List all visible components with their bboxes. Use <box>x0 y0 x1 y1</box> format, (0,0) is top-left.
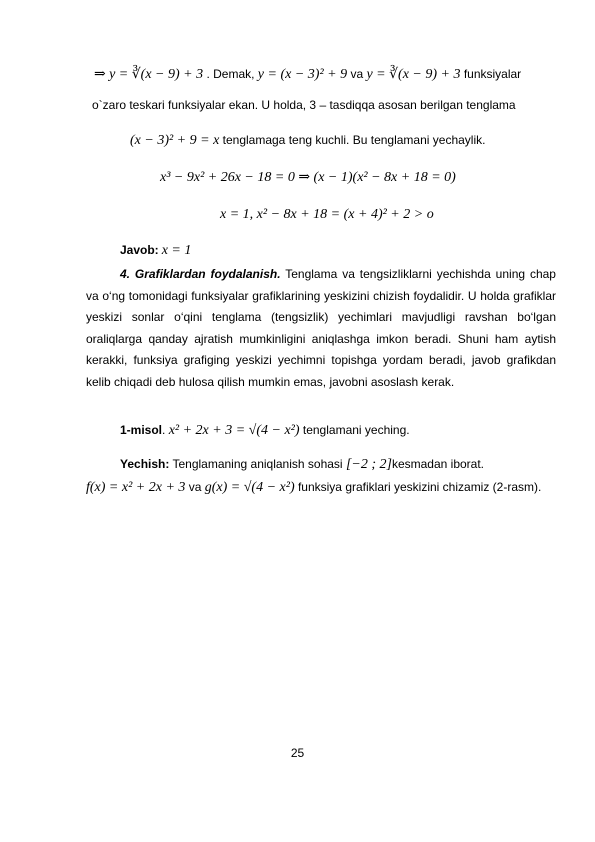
equation-function: y = (x − 3)² + 9 <box>257 67 348 82</box>
solution-text-3: funksiya grafiklari yeskizini chizamiz (2-rasm). <box>294 480 542 494</box>
equation-inverse-a: y = ∛(x − 9) + 3 <box>109 67 204 82</box>
section-4-title: 4. Grafiklardan foydalanish. <box>120 267 281 281</box>
page-number: 25 <box>290 746 305 760</box>
solution-interval: [−2 ; 2] <box>345 457 392 472</box>
intro-line-3 <box>130 132 485 149</box>
implies-arrow: ⇒ <box>94 67 106 82</box>
function-g: g(x) = √(4 − x²) <box>204 480 295 495</box>
example-1-line <box>120 422 410 439</box>
answer-label: Javob: <box>120 243 159 257</box>
example-1-label: 1-misol <box>120 423 163 437</box>
solution-paragraph <box>86 453 556 499</box>
answer-line <box>120 242 191 259</box>
solution-text-1: Tenglamaning aniqlanish sohasi <box>169 457 346 471</box>
example-1-dot: . <box>162 423 169 437</box>
equation-equivalent: (x − 3)² + 9 = x <box>130 133 220 148</box>
section-4-text: Tenglama va tengsizliklarni yechishda uning chap va o‘ng tomonidagi funksiyalar grafiklarining yeskizini chizish foydalidir. U holda grafiklar yeskizi sonlar o‘qini tenglama (tengsizlik) yechimlari mavjudligi ravshan bo‘lgan oraliqlarga qanday ajratish mumkinligini aniqlashga imkon beradi. Shuni ham aytish kerakki, funksiya grafiging yeskizi yechimni topishga yordam beradi, javob grafikdan kelib chiqadi deb hulosa qilish mumkin emas, javobni asoslash kerak. <box>86 267 556 389</box>
equation-cubic: x³ − 9x² + 26x − 18 = 0 ⇒ (x − 1)(x² − 8x + 18 = 0) <box>160 170 456 185</box>
solution-text-2: kesmadan iborat. <box>391 457 485 471</box>
answer-equation: x = 1 <box>161 243 192 258</box>
solution-label: Yechish: <box>120 457 170 471</box>
equation-inverse-b: y = ∛(x − 9) + 3 <box>366 67 461 82</box>
function-f: f(x) = x² + 2x + 3 <box>86 480 186 495</box>
intro-line-1 <box>94 66 521 83</box>
text-demak: . Demak, <box>206 67 258 81</box>
text-va: va <box>350 67 367 81</box>
text-funksiyalar: funksiyalar <box>463 67 522 81</box>
example-1-equation: x² + 2x + 3 = √(4 − x²) <box>168 423 300 438</box>
example-1-text: tenglamani yeching. <box>302 423 410 437</box>
intro-line-2: o`zaro teskari funksiyalar ekan. U holda, 3 – tasdiqqa asosan berilgan tenglama <box>92 98 516 112</box>
equation-roots: x = 1, x² − 8x + 18 = (x + 4)² + 2 > o <box>220 207 434 222</box>
section-4-paragraph <box>86 264 556 393</box>
text-teng-kuchli: tenglamaga teng kuchli. Bu tenglamani yechaylik. <box>222 133 486 147</box>
text-va-2: va <box>188 480 205 494</box>
